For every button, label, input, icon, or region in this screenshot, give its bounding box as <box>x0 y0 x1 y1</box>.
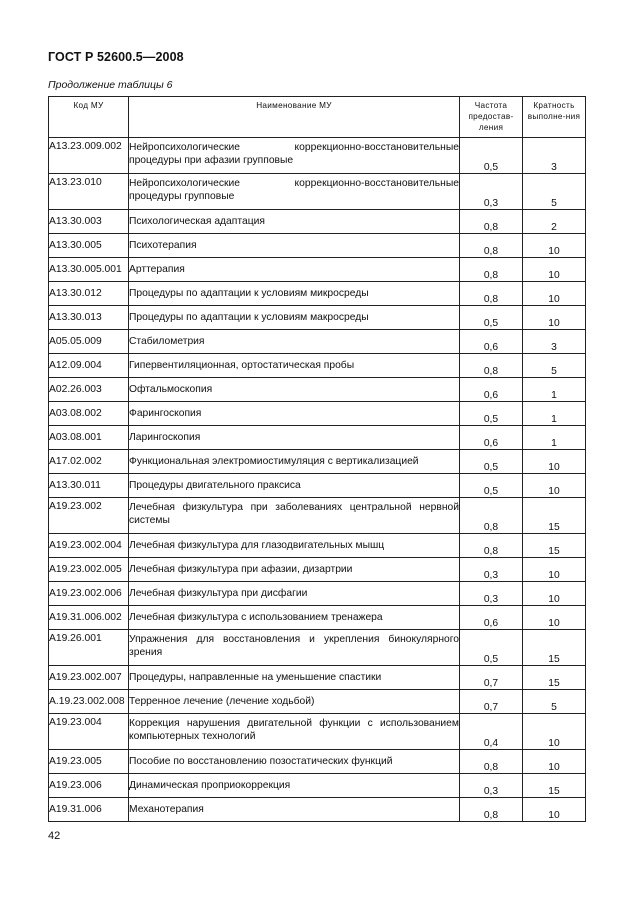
cell-name: Арттерапия <box>129 264 185 275</box>
cell-code: A17.02.002 <box>49 450 129 474</box>
cell-frequency: 0,3 <box>460 582 523 606</box>
cell-multiplicity: 10 <box>523 450 586 474</box>
cell-frequency: 0,5 <box>460 138 523 174</box>
cell-name-wrap <box>129 210 460 234</box>
cell-name: Процедуры, направленные на уменьшение спастики <box>129 672 382 683</box>
table-row <box>49 690 586 714</box>
cell-name-wrap <box>129 402 460 426</box>
document-header: ГОСТ Р 52600.5—2008 <box>48 50 184 64</box>
table-row <box>49 582 586 606</box>
cell-frequency: 0,8 <box>460 354 523 378</box>
table-row <box>49 306 586 330</box>
cell-frequency: 0,5 <box>460 474 523 498</box>
cell-code: A19.31.006 <box>49 798 129 822</box>
table-row <box>49 666 586 690</box>
cell-frequency: 0,8 <box>460 798 523 822</box>
cell-name: Динамическая проприокоррекция <box>129 780 291 791</box>
table-row <box>49 606 586 630</box>
cell-name-wrap <box>129 498 460 534</box>
cell-name: Нейропсихологические коррекционно-восстановительные процедуры при афазии групповые <box>129 142 459 166</box>
table-row <box>49 750 586 774</box>
table-row <box>49 378 586 402</box>
cell-multiplicity: 10 <box>523 798 586 822</box>
cell-name-wrap <box>129 798 460 822</box>
services-table <box>48 96 586 822</box>
cell-code: A.19.23.002.008 <box>49 690 129 714</box>
table-row <box>49 534 586 558</box>
cell-name: Функциональная электромиостимуляция с вертикализацией <box>129 456 419 467</box>
cell-code: A19.23.002.004 <box>49 534 129 558</box>
cell-name-wrap <box>129 714 460 750</box>
cell-name-wrap <box>129 138 460 174</box>
table-row <box>49 558 586 582</box>
cell-name: Механотерапия <box>129 804 204 815</box>
cell-frequency: 0,5 <box>460 630 523 666</box>
cell-multiplicity: 1 <box>523 426 586 450</box>
cell-code: A19.23.002.005 <box>49 558 129 582</box>
table-row <box>49 426 586 450</box>
cell-name-wrap <box>129 306 460 330</box>
cell-code: A13.30.012 <box>49 282 129 306</box>
table-row <box>49 402 586 426</box>
cell-code: A13.30.003 <box>49 210 129 234</box>
table-row <box>49 798 586 822</box>
cell-frequency: 0,6 <box>460 606 523 630</box>
cell-name: Лечебная физкультура для глазодвигательных мышц <box>129 540 385 551</box>
cell-name: Лечебная физкультура при афазии, дизартрии <box>129 564 353 575</box>
cell-multiplicity: 5 <box>523 354 586 378</box>
cell-name: Ларингоскопия <box>129 432 201 443</box>
cell-frequency: 0,8 <box>460 210 523 234</box>
cell-name-wrap <box>129 666 460 690</box>
table-row <box>49 138 586 174</box>
table-row <box>49 714 586 750</box>
cell-code: A02.26.003 <box>49 378 129 402</box>
cell-name-wrap <box>129 234 460 258</box>
cell-multiplicity: 10 <box>523 606 586 630</box>
cell-name: Пособие по восстановлению позостатических функций <box>129 756 393 767</box>
table-row <box>49 174 586 210</box>
cell-code: A13.30.011 <box>49 474 129 498</box>
cell-multiplicity: 2 <box>523 210 586 234</box>
cell-name-wrap <box>129 630 460 666</box>
cell-name: Процедуры по адаптации к условиям макросреды <box>129 312 369 323</box>
cell-frequency: 0,8 <box>460 534 523 558</box>
cell-frequency: 0,3 <box>460 174 523 210</box>
cell-multiplicity: 10 <box>523 558 586 582</box>
table-header-row <box>49 97 586 138</box>
cell-frequency: 0,6 <box>460 378 523 402</box>
cell-name: Нейропсихологические коррекционно-восстановительные процедуры групповые <box>129 178 459 202</box>
cell-code: A03.08.002 <box>49 402 129 426</box>
cell-code: A13.30.005.001 <box>49 258 129 282</box>
cell-code: A13.30.005 <box>49 234 129 258</box>
cell-frequency: 0,8 <box>460 258 523 282</box>
cell-name: Терренное лечение (лечение ходьбой) <box>129 696 315 707</box>
column-header-code: Код МУ <box>49 97 129 138</box>
cell-frequency: 0,3 <box>460 558 523 582</box>
cell-multiplicity: 5 <box>523 174 586 210</box>
cell-code: A03.08.001 <box>49 426 129 450</box>
cell-name-wrap <box>129 450 460 474</box>
cell-multiplicity: 15 <box>523 774 586 798</box>
cell-name: Психотерапия <box>129 240 197 251</box>
cell-code: A19.23.002.006 <box>49 582 129 606</box>
table-row <box>49 498 586 534</box>
cell-name: Коррекция нарушения двигательной функции с использованием компьютерных технологий <box>129 718 459 742</box>
cell-code: A05.05.009 <box>49 330 129 354</box>
table-row <box>49 354 586 378</box>
cell-name-wrap <box>129 606 460 630</box>
cell-name: Лечебная физкультура с использованием тренажера <box>129 612 383 623</box>
table-row <box>49 210 586 234</box>
cell-multiplicity: 1 <box>523 378 586 402</box>
table-row <box>49 630 586 666</box>
cell-name: Офтальмоскопия <box>129 384 213 395</box>
cell-multiplicity: 10 <box>523 750 586 774</box>
table-row <box>49 282 586 306</box>
cell-multiplicity: 10 <box>523 474 586 498</box>
table-row <box>49 234 586 258</box>
cell-name: Лечебная физкультура при дисфагии <box>129 588 308 599</box>
cell-code: A19.23.004 <box>49 714 129 750</box>
cell-name-wrap <box>129 558 460 582</box>
table-caption: Продолжение таблицы 6 <box>48 79 173 91</box>
cell-multiplicity: 3 <box>523 138 586 174</box>
column-header-multiplicity: Кратность выполне-ния <box>523 97 586 138</box>
cell-name-wrap <box>129 774 460 798</box>
cell-multiplicity: 15 <box>523 666 586 690</box>
cell-name: Упражнения для восстановления и укрепления бинокулярного зрения <box>129 634 459 658</box>
cell-multiplicity: 10 <box>523 306 586 330</box>
cell-code: A12.09.004 <box>49 354 129 378</box>
cell-name: Стабилометрия <box>129 336 205 347</box>
cell-name-wrap <box>129 534 460 558</box>
column-header-name: Наименование МУ <box>129 97 460 138</box>
cell-name-wrap <box>129 330 460 354</box>
cell-code: A19.23.006 <box>49 774 129 798</box>
cell-multiplicity: 3 <box>523 330 586 354</box>
table-row <box>49 774 586 798</box>
cell-code: A19.23.002 <box>49 498 129 534</box>
cell-code: A19.31.006.002 <box>49 606 129 630</box>
cell-name-wrap <box>129 354 460 378</box>
cell-name-wrap <box>129 582 460 606</box>
cell-multiplicity: 10 <box>523 282 586 306</box>
cell-code: A13.23.010 <box>49 174 129 210</box>
cell-frequency: 0,4 <box>460 714 523 750</box>
cell-multiplicity: 5 <box>523 690 586 714</box>
cell-frequency: 0,5 <box>460 450 523 474</box>
cell-frequency: 0,7 <box>460 666 523 690</box>
cell-name: Гипервентиляционная, ортостатическая пробы <box>129 360 355 371</box>
cell-code: A19.26.001 <box>49 630 129 666</box>
cell-multiplicity: 10 <box>523 234 586 258</box>
cell-code: A19.23.002.007 <box>49 666 129 690</box>
table-row <box>49 258 586 282</box>
cell-frequency: 0,8 <box>460 498 523 534</box>
table-row <box>49 450 586 474</box>
cell-name-wrap <box>129 174 460 210</box>
cell-multiplicity: 10 <box>523 714 586 750</box>
cell-multiplicity: 10 <box>523 258 586 282</box>
cell-frequency: 0,8 <box>460 750 523 774</box>
cell-multiplicity: 15 <box>523 534 586 558</box>
cell-frequency: 0,3 <box>460 774 523 798</box>
cell-code: A19.23.005 <box>49 750 129 774</box>
cell-name-wrap <box>129 690 460 714</box>
cell-frequency: 0,5 <box>460 306 523 330</box>
cell-name: Процедуры двигательного праксиса <box>129 480 301 491</box>
cell-name-wrap <box>129 426 460 450</box>
cell-name-wrap <box>129 378 460 402</box>
cell-frequency: 0,6 <box>460 426 523 450</box>
cell-multiplicity: 15 <box>523 630 586 666</box>
cell-name: Фарингоскопия <box>129 408 202 419</box>
cell-frequency: 0,6 <box>460 330 523 354</box>
cell-name-wrap <box>129 474 460 498</box>
table-row <box>49 330 586 354</box>
cell-name: Лечебная физкультура при заболеваниях центральной нервной системы <box>129 502 459 526</box>
table-row <box>49 474 586 498</box>
cell-frequency: 0,8 <box>460 282 523 306</box>
cell-code: A13.30.013 <box>49 306 129 330</box>
cell-multiplicity: 15 <box>523 498 586 534</box>
cell-frequency: 0,8 <box>460 234 523 258</box>
cell-code: A13.23.009.002 <box>49 138 129 174</box>
cell-name-wrap <box>129 258 460 282</box>
column-header-frequency: Частота предостав-ления <box>460 97 523 138</box>
page-number: 42 <box>48 830 61 842</box>
cell-name: Процедуры по адаптации к условиям микросреды <box>129 288 369 299</box>
cell-multiplicity: 1 <box>523 402 586 426</box>
cell-name-wrap <box>129 282 460 306</box>
cell-multiplicity: 10 <box>523 582 586 606</box>
cell-frequency: 0,7 <box>460 690 523 714</box>
table-body <box>49 138 586 822</box>
cell-frequency: 0,5 <box>460 402 523 426</box>
cell-name-wrap <box>129 750 460 774</box>
cell-name: Психологическая адаптация <box>129 216 265 227</box>
